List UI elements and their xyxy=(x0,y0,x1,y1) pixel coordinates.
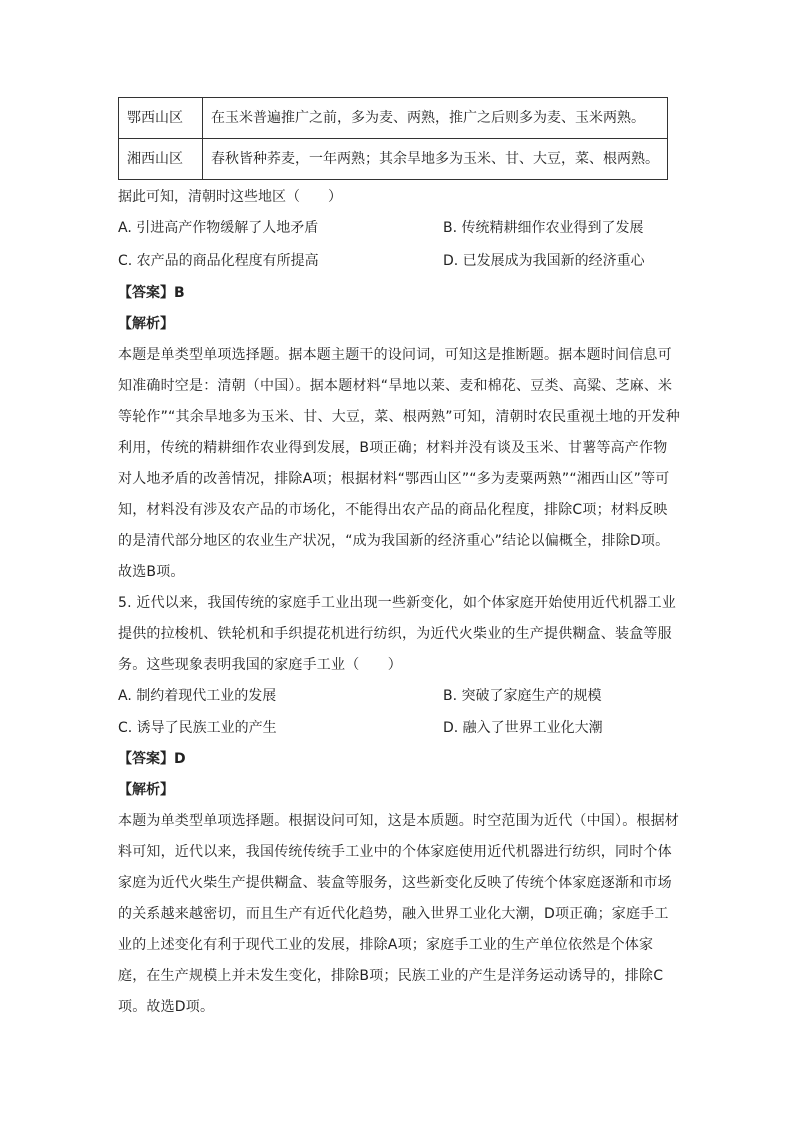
question-stem: 务。这些现象表明我国的家庭手工业（ ） xyxy=(118,657,402,673)
table-row xyxy=(119,139,668,180)
analysis-line: 家庭为近代火柴生产提供糊盒、装盒等服务，这些新变化反映了传统个体家庭逐渐和市场 xyxy=(118,875,672,891)
option-a: A. 引进高产作物缓解了人地矛盾 xyxy=(118,220,319,236)
analysis-line: 利用，传统的精耕细作农业得到发展，B项正确；材料并没有谈及玉米、甘薯等高产作物 xyxy=(118,440,668,456)
option-d: D. 已发展成为我国新的经济重心 xyxy=(443,253,645,269)
table-cell-region: 鄂西山区 xyxy=(119,98,203,139)
answer-label: 【答案】D xyxy=(118,751,186,767)
analysis-label: 【解析】 xyxy=(118,782,174,798)
answer-label: 【答案】B xyxy=(118,285,185,301)
option-d: D. 融入了世界工业化大潮 xyxy=(443,720,603,736)
option-c: C. 诱导了民族工业的产生 xyxy=(118,720,277,736)
analysis-line: 本题是单类型单项选择题。据本题主题干的设问词，可知这是推断题。据本题时间信息可 xyxy=(118,347,672,363)
analysis-line: 等轮作”“其余旱地多为玉米、甘、大豆，菜、根两熟”可知，清朝时农民重视土地的开发种 xyxy=(118,409,680,425)
question-stem: 5. 近代以来，我国传统的家庭手工业出现一些新变化，如个体家庭开始使用近代机器工业 xyxy=(118,595,677,611)
option-b: B. 突破了家庭生产的规模 xyxy=(443,688,602,704)
table-cell-region: 湘西山区 xyxy=(119,139,203,180)
analysis-line: 的关系越来越密切，而且生产有近代化趋势，融入世界工业化大潮，D项正确；家庭手工 xyxy=(118,906,669,922)
question-stem: 提供的拉梭机、铁轮机和手织提花机进行纺织，为近代火柴业的生产提供糊盒、装盒等服 xyxy=(118,626,672,642)
analysis-label: 【解析】 xyxy=(118,316,174,332)
analysis-line: 知准确时空是：清朝（中国）。据本题材料“旱地以莱、麦和棉花、豆类、高粱、芝麻、米 xyxy=(118,378,673,394)
analysis-line: 项。故选D项。 xyxy=(118,999,215,1015)
question-stem: 据此可知，清朝时这些地区（ ） xyxy=(118,189,342,205)
analysis-line: 对人地矛盾的改善情况，排除A项；根据材料“鄂西山区”“多为麦粟两熟”“湘西山区”等可 xyxy=(118,471,670,487)
option-b: B. 传统精耕细作农业得到了发展 xyxy=(443,220,644,236)
analysis-line: 料可知，近代以来，我国传统传统手工业中的个体家庭使用近代机器进行纺织，同时个体 xyxy=(118,844,672,860)
analysis-line: 知，材料没有涉及农产品的市场化，不能得出农产品的商品化程度，排除C项；材料反映 xyxy=(118,502,668,518)
analysis-line: 本题为单类型单项选择题。根据设问可知，这是本质题。时空范围为近代（中国）。根据材 xyxy=(118,813,679,829)
option-a: A. 制约着现代工业的发展 xyxy=(118,688,277,704)
analysis-line: 故选B项。 xyxy=(118,564,185,580)
analysis-line: 业的上述变化有利于现代工业的发展，排除A项；家庭手工业的生产单位依然是个体家 xyxy=(118,937,654,953)
table-cell-content: 春秋皆种荞麦，一年两熟；其余旱地多为玉米、甘、大豆，菜、根两熟。 xyxy=(203,139,668,180)
analysis-line: 庭，在生产规模上并未发生变化，排除B项；民族工业的产生是洋务运动诱导的，排除C xyxy=(118,968,664,984)
option-c: C. 农产品的商品化程度有所提高 xyxy=(118,253,319,269)
table-row xyxy=(119,98,668,139)
region-table xyxy=(118,97,668,180)
table-cell-content: 在玉米普遍推广之前，多为麦、两熟，推广之后则多为麦、玉米两熟。 xyxy=(203,98,668,139)
analysis-line: 的是清代部分地区的农业生产状况，“成为我国新的经济重心”结论以偏概全，排除D项。 xyxy=(118,533,670,549)
